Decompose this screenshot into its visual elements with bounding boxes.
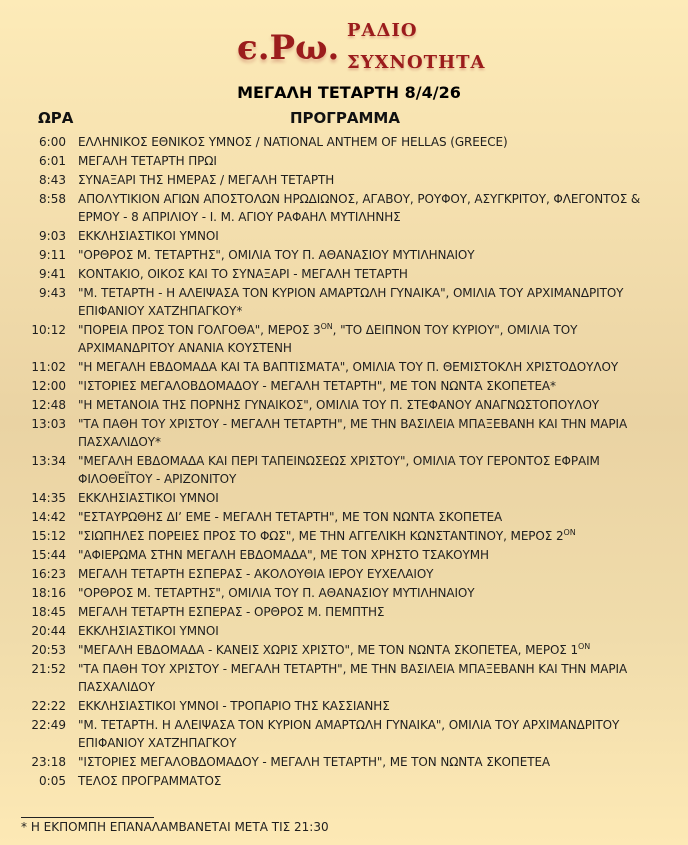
schedule-program (78, 660, 663, 696)
schedule-time: 9:43 (39, 286, 66, 300)
schedule-time: 10:12 (31, 323, 66, 337)
schedule-row (0, 697, 688, 715)
program-text: "ΙΣΤΟΡΙΕΣ ΜΕΓΑΛΟΒΔΟΜΑΔΟΥ - ΜΕΓΑΛΗ ΤΕΤΑΡΤΗ", ΜΕ ΤΟΝ ΝΩΝΤΑ ΣΚΟΠΕΤΕΑ* (78, 379, 556, 393)
schedule-program (78, 508, 663, 526)
logo-frequency-text: ΣΥΧΝΟΤΗΤΑ (347, 52, 486, 73)
schedule-time: 22:49 (31, 718, 66, 732)
schedule-program (78, 246, 663, 264)
schedule-time: 9:41 (39, 267, 66, 281)
schedule-row (0, 246, 688, 264)
schedule-program (78, 452, 663, 488)
ordinal-superscript: ΟΝ (563, 528, 576, 537)
schedule-row (0, 772, 688, 790)
schedule-row (0, 753, 688, 771)
schedule-time: 8:43 (39, 173, 66, 187)
schedule-program (78, 171, 663, 189)
schedule-time: 11:02 (31, 360, 66, 374)
schedule-time: 20:44 (31, 624, 66, 638)
schedule-row (0, 489, 688, 507)
schedule-time: 21:52 (31, 662, 66, 676)
program-text-continued: , "ΤΟ ΔΕΙΠΝΟΝ ΤΟΥ ΚΥΡΙΟΥ", ΟΜΙΛΙΑ ΤΟΥ ΑΡΧΙΜΑΝΔΡΙΤΟΥ ΑΝΑΝΙΑ ΚΟΥΣΤΕΝΗ (78, 323, 578, 355)
schedule-program (78, 190, 663, 226)
schedule-row (0, 284, 688, 320)
schedule-program (78, 546, 663, 564)
schedule-program (78, 565, 663, 583)
schedule-program (78, 527, 663, 545)
program-text: ΕΛΛΗΝΙΚΟΣ ΕΘΝΙΚΟΣ ΥΜΝΟΣ / NATIONAL ANTHEM OF HELLAS (GREECE) (78, 135, 508, 149)
schedule-list (0, 133, 688, 791)
schedule-row (0, 227, 688, 245)
schedule-row (0, 603, 688, 621)
schedule-row (0, 565, 688, 583)
program-text: "ΣΙΩΠΗΛΕΣ ΠΟΡΕΙΕΣ ΠΡΟΣ ΤΟ ΦΩΣ", ΜΕ ΤΗΝ ΑΓΓΕΛΙΚΗ ΚΩΝΣΤΑΝΤΙΝΟΥ, ΜΕΡΟΣ 2 (78, 529, 564, 543)
schedule-row (0, 508, 688, 526)
schedule-time: 0:05 (39, 774, 66, 788)
schedule-row (0, 152, 688, 170)
schedule-program (78, 284, 663, 320)
program-text: "Μ. ΤΕΤΑΡΤΗ - Η ΑΛΕΙΨΑΣΑ ΤΟΝ ΚΥΡΙΟΝ ΑΜΑΡΤΩΛΗ ΓΥΝΑΙΚΑ", ΟΜΙΛΙΑ ΤΟΥ ΑΡΧΙΜΑΝΔΡΙΤΟΥ ΕΠΙΦΑΝΙΟΥ ΧΑΤΖΗΠΑΓΚΟΥ* (78, 286, 624, 318)
program-text: ΑΠΟΛΥΤΙΚΙΟΝ ΑΓΙΩΝ ΑΠΟΣΤΟΛΩΝ ΗΡΩΔΙΩΝΟΣ, ΑΓΑΒΟΥ, ΡΟΥΦΟΥ, ΑΣΥΓΚΡΙΤΟΥ, ΦΛΕΓΟΝΤΟΣ & ΕΡΜΟΥ - 8 ΑΠΡΙΛΙΟΥ - Ι. Μ. ΑΓΙΟΥ ΡΑΦΑΗΛ ΜΥΤΙΛΗΝΗΣ (78, 192, 641, 224)
page-title: ΜΕΓΑΛΗ ΤΕΤΑΡΤΗ 8/4/26 (237, 83, 461, 102)
program-text: "ΜΕΓΑΛΗ ΕΒΔΟΜΑΔΑ ΚΑΙ ΠΕΡΙ ΤΑΠΕΙΝΩΣΕΩΣ ΧΡΙΣΤΟΥ", ΟΜΙΛΙΑ ΤΟΥ ΓΕΡΟΝΤΟΣ ΕΦΡΑΙΜ ΦΙΛΟΘΕΪΤΟΥ - ΑΡΙΖΟΝΙΤΟΥ (78, 454, 600, 486)
schedule-time: 14:42 (31, 510, 66, 524)
program-text: ΕΚΚΛΗΣΙΑΣΤΙΚΟΙ ΥΜΝΟΙ (78, 491, 219, 505)
schedule-row (0, 133, 688, 151)
schedule-time: 6:00 (39, 135, 66, 149)
program-text: ΣΥΝΑΞΑΡΙ ΤΗΣ ΗΜΕΡΑΣ / ΜΕΓΑΛΗ ΤΕΤΑΡΤΗ (78, 173, 335, 187)
program-text: "Μ. ΤΕΤΑΡΤΗ. Η ΑΛΕΙΨΑΣΑ ΤΟΝ ΚΥΡΙΟΝ ΑΜΑΡΤΩΛΗ ΓΥΝΑΙΚΑ", ΟΜΙΛΙΑ ΤΟΥ ΑΡΧΙΜΑΝΔΡΙΤΟΥ ΕΠΙΦΑΝΙΟΥ ΧΑΤΖΗΠΑΓΚΟΥ (78, 718, 620, 750)
schedule-time: 8:58 (39, 192, 66, 206)
schedule-time: 23:18 (31, 755, 66, 769)
ordinal-superscript: ΟΝ (320, 322, 333, 331)
schedule-row (0, 527, 688, 545)
schedule-row (0, 660, 688, 696)
schedule-row (0, 171, 688, 189)
program-text: ΜΕΓΑΛΗ ΤΕΤΑΡΤΗ ΕΣΠΕΡΑΣ - ΟΡΘΡΟΣ Μ. ΠΕΜΠΤΗΣ (78, 605, 385, 619)
program-text: ΕΚΚΛΗΣΙΑΣΤΙΚΟΙ ΥΜΝΟΙ (78, 229, 219, 243)
schedule-time: 13:03 (31, 417, 66, 431)
footnote-divider (21, 817, 154, 818)
schedule-program (78, 584, 663, 602)
schedule-row (0, 622, 688, 640)
logo-radio-text: ΡΑΔΙΟ (347, 20, 418, 41)
schedule-program (78, 489, 663, 507)
program-text: "ΕΣΤΑΥΡΩΘΗΣ ΔΙʼ ΕΜΕ - ΜΕΓΑΛΗ ΤΕΤΑΡΤΗ", ΜΕ ΤΟΝ ΝΩΝΤΑ ΣΚΟΠΕΤΕΑ (78, 510, 503, 524)
station-logo (235, 12, 485, 84)
schedule-time: 9:03 (39, 229, 66, 243)
schedule-row (0, 716, 688, 752)
schedule-time: 12:48 (31, 398, 66, 412)
schedule-program (78, 396, 663, 414)
schedule-program (78, 641, 663, 659)
program-text: "ΤΑ ΠΑΘΗ ΤΟΥ ΧΡΙΣΤΟΥ - ΜΕΓΑΛΗ ΤΕΤΑΡΤΗ", ΜΕ ΤΗΝ ΒΑΣΙΛΕΙΑ ΜΠΑΞΕΒΑΝΗ ΚΑΙ ΤΗΝ ΜΑΡΙΑ ΠΑΣΧΑΛΙΔΟΥ* (78, 417, 628, 449)
schedule-program (78, 358, 663, 376)
schedule-program (78, 697, 663, 715)
program-text: "ΟΡΘΡΟΣ Μ. ΤΕΤΑΡΤΗΣ", ΟΜΙΛΙΑ ΤΟΥ Π. ΑΘΑΝΑΣΙΟΥ ΜΥΤΙΛΗΝΑΙΟΥ (78, 586, 475, 600)
schedule-program (78, 415, 663, 451)
schedule-time: 20:53 (31, 643, 66, 657)
schedule-row (0, 452, 688, 488)
program-text: "ΑΦΙΕΡΩΜΑ ΣΤΗΝ ΜΕΓΑΛΗ ΕΒΔΟΜΑΔΑ", ΜΕ ΤΟΝ ΧΡΗΣΤΟ ΤΣΑΚΟΥΜΗ (78, 548, 489, 562)
schedule-time: 15:44 (31, 548, 66, 562)
logo-mark: ϵ.Ρω. (237, 28, 340, 68)
program-text: "ΠΟΡΕΙΑ ΠΡΟΣ ΤΟΝ ΓΟΛΓΟΘΑ", ΜΕΡΟΣ 3 (78, 323, 321, 337)
column-header-program: ΠΡΟΓΡΑΜΜΑ (290, 109, 400, 127)
schedule-time: 15:12 (31, 529, 66, 543)
schedule-time: 18:16 (31, 586, 66, 600)
schedule-time: 14:35 (31, 491, 66, 505)
schedule-time: 9:11 (39, 248, 66, 262)
program-text: "Η ΜΕΤΑΝΟΙΑ ΤΗΣ ΠΟΡΝΗΣ ΓΥΝΑΙΚΟΣ", ΟΜΙΛΙΑ ΤΟΥ Π. ΣΤΕΦΑΝΟΥ ΑΝΑΓΝΩΣΤΟΠΟΥΛΟΥ (78, 398, 600, 412)
schedule-row (0, 546, 688, 564)
program-text: ΕΚΚΛΗΣΙΑΣΤΙΚΟΙ ΥΜΝΟΙ - ΤΡΟΠΑΡΙΟ ΤΗΣ ΚΑΣΣΙΑΝΗΣ (78, 699, 390, 713)
footnote: * Η ΕΚΠΟΜΠΗ ΕΠΑΝΑΛΑΜΒΑΝΕΤΑΙ ΜΕΤΑ ΤΙΣ 21:30 (21, 820, 329, 834)
schedule-row (0, 641, 688, 659)
schedule-program (78, 603, 663, 621)
schedule-row (0, 190, 688, 226)
schedule-row (0, 265, 688, 283)
schedule-program (78, 716, 663, 752)
schedule-time: 13:34 (31, 454, 66, 468)
schedule-program (78, 622, 663, 640)
program-text: "Η ΜΕΓΑΛΗ ΕΒΔΟΜΑΔΑ ΚΑΙ ΤΑ ΒΑΠΤΙΣΜΑΤΑ", ΟΜΙΛΙΑ ΤΟΥ Π. ΘΕΜΙΣΤΟΚΛΗ ΧΡΙΣΤΟΔΟΥΛΟΥ (78, 360, 619, 374)
schedule-program (78, 772, 663, 790)
program-text: "ΟΡΘΡΟΣ Μ. ΤΕΤΑΡΤΗΣ", ΟΜΙΛΙΑ ΤΟΥ Π. ΑΘΑΝΑΣΙΟΥ ΜΥΤΙΛΗΝΑΙΟΥ (78, 248, 475, 262)
program-text: "ΜΕΓΑΛΗ ΕΒΔΟΜΑΔΑ - ΚΑΝΕΙΣ ΧΩΡΙΣ ΧΡΙΣΤΟ", ΜΕ ΤΟΝ ΝΩΝΤΑ ΣΚΟΠΕΤΕΑ, ΜΕΡΟΣ 1 (78, 643, 579, 657)
program-text: ΜΕΓΑΛΗ ΤΕΤΑΡΤΗ ΠΡΩΙ (78, 154, 217, 168)
schedule-program (78, 321, 663, 357)
schedule-time: 12:00 (31, 379, 66, 393)
program-text: ΕΚΚΛΗΣΙΑΣΤΙΚΟΙ ΥΜΝΟΙ (78, 624, 219, 638)
program-text: ΤΕΛΟΣ ΠΡΟΓΡΑΜΜΑΤΟΣ (78, 774, 222, 788)
program-text: ΜΕΓΑΛΗ ΤΕΤΑΡΤΗ ΕΣΠΕΡΑΣ - ΑΚΟΛΟΥΘΙΑ ΙΕΡΟΥ ΕΥΧΕΛΑΙΟΥ (78, 567, 434, 581)
schedule-row (0, 396, 688, 414)
schedule-program (78, 753, 663, 771)
schedule-time: 6:01 (39, 154, 66, 168)
ordinal-superscript: ΟΝ (578, 642, 591, 651)
program-text: ΚΟΝΤΑΚΙΟ, ΟΙΚΟΣ ΚΑΙ ΤΟ ΣΥΝΑΞΑΡΙ - ΜΕΓΑΛΗ ΤΕΤΑΡΤΗ (78, 267, 408, 281)
program-text: "ΙΣΤΟΡΙΕΣ ΜΕΓΑΛΟΒΔΟΜΑΔΟΥ - ΜΕΓΑΛΗ ΤΕΤΑΡΤΗ", ΜΕ ΤΟΝ ΝΩΝΤΑ ΣΚΟΠΕΤΕΑ (78, 755, 551, 769)
schedule-row (0, 584, 688, 602)
schedule-program (78, 227, 663, 245)
schedule-row (0, 377, 688, 395)
schedule-time: 22:22 (31, 699, 66, 713)
schedule-time: 16:23 (31, 567, 66, 581)
schedule-row (0, 321, 688, 357)
schedule-program (78, 265, 663, 283)
schedule-row (0, 358, 688, 376)
schedule-program (78, 152, 663, 170)
schedule-row (0, 415, 688, 451)
schedule-program (78, 133, 663, 151)
schedule-time: 18:45 (31, 605, 66, 619)
program-text: "ΤΑ ΠΑΘΗ ΤΟΥ ΧΡΙΣΤΟΥ - ΜΕΓΑΛΗ ΤΕΤΑΡΤΗ", ΜΕ ΤΗΝ ΒΑΣΙΛΕΙΑ ΜΠΑΞΕΒΑΝΗ ΚΑΙ ΤΗΝ ΜΑΡΙΑ ΠΑΣΧΑΛΙΔΟΥ (78, 662, 628, 694)
schedule-program (78, 377, 663, 395)
column-header-time: ΩΡΑ (38, 109, 74, 127)
